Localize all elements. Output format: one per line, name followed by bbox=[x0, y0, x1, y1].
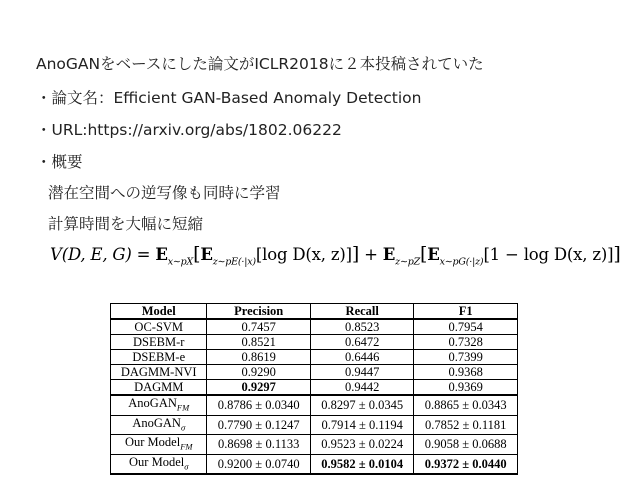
formula-inner1-sub: z∼pE(·|x) bbox=[212, 256, 256, 268]
cell-f1: 0.8865 ± 0.0343 bbox=[414, 395, 518, 415]
header-recall: Recall bbox=[310, 304, 414, 320]
header-f1: F1 bbox=[414, 304, 518, 320]
table-row bbox=[111, 380, 518, 396]
results-table bbox=[110, 303, 518, 475]
table-row bbox=[111, 365, 518, 380]
cell-f1: 0.9368 bbox=[414, 365, 518, 380]
cell-precision: 0.7457 bbox=[207, 319, 311, 335]
formula-inner1-e: E bbox=[200, 245, 213, 264]
cell-recall: 0.6472 bbox=[310, 335, 414, 350]
formula-e2-sub: z∼pZ bbox=[395, 256, 420, 268]
cell-recall: 0.9523 ± 0.0224 bbox=[310, 435, 414, 455]
cell-precision: 0.8619 bbox=[207, 350, 311, 365]
table-row bbox=[111, 350, 518, 365]
bullet-url: ・URL:https://arxiv.org/abs/1802.06222 bbox=[36, 121, 342, 139]
formula-inner2-e: E bbox=[427, 245, 440, 264]
cell-recall: 0.7914 ± 0.1194 bbox=[310, 415, 414, 435]
table-row bbox=[111, 415, 518, 435]
formula-e1: E bbox=[155, 245, 168, 264]
table-row bbox=[111, 335, 518, 350]
model-subscript: σ bbox=[184, 461, 189, 471]
summary-line-2: 計算時間を大幅に短縮 bbox=[48, 215, 204, 233]
formula-inner1-body: [log D(x, z)] bbox=[255, 245, 352, 264]
cell-model bbox=[111, 435, 207, 455]
table-row bbox=[111, 395, 518, 415]
cell-precision: 0.8521 bbox=[207, 335, 311, 350]
cell-model bbox=[111, 454, 207, 474]
header-model: Model bbox=[111, 304, 207, 320]
bullet-paper-title: ・論文名：Efficient GAN-Based Anomaly Detection bbox=[36, 89, 422, 107]
cell-model bbox=[111, 395, 207, 415]
cell-precision: 0.8786 ± 0.0340 bbox=[207, 395, 311, 415]
cell-precision: 0.7790 ± 0.1247 bbox=[207, 415, 311, 435]
formula-e1-sub: x∼pX bbox=[167, 256, 194, 268]
formula-plus: + bbox=[359, 245, 383, 264]
cell-precision: 0.9200 ± 0.0740 bbox=[207, 454, 311, 474]
cell-precision: 0.8698 ± 0.1133 bbox=[207, 435, 311, 455]
model-name: AnoGAN bbox=[128, 396, 177, 410]
cell-precision: 0.9297 bbox=[207, 380, 311, 396]
cell-model: DSEBM-e bbox=[111, 350, 207, 365]
cell-f1: 0.7399 bbox=[414, 350, 518, 365]
summary-line-1: 潜在空間への逆写像も同時に学習 bbox=[48, 184, 281, 202]
objective-formula: V(D, E, $G) = E_{x\sim pX}[E_{z\sim pE(\cdot|x)}[\log$ D(x, $z)]] + E_{z\sim pZ}[E_{x\sim pG(\cdot|z)}[1 - \log D(x$, z)]] bbox=[50, 243, 621, 268]
model-subscript: σ bbox=[180, 422, 186, 432]
table-row bbox=[111, 319, 518, 335]
cell-f1: 0.7852 ± 0.1181 bbox=[414, 415, 518, 435]
cell-model: OC-SVM bbox=[111, 319, 207, 335]
model-name: Our Model bbox=[129, 454, 185, 469]
model-subscript: FM bbox=[176, 402, 190, 413]
cell-f1: 0.7954 bbox=[414, 319, 518, 335]
table-row bbox=[111, 454, 518, 474]
cell-recall: 0.9442 bbox=[310, 380, 414, 396]
cell-model bbox=[111, 415, 207, 435]
formula-inner2-body: [1 − log D(x, z)] bbox=[483, 245, 614, 264]
cell-recall: 0.8523 bbox=[310, 319, 414, 335]
cell-f1: 0.9058 ± 0.0688 bbox=[414, 435, 518, 455]
header-precision: Precision bbox=[207, 304, 311, 320]
cell-f1: 0.9372 ± 0.0440 bbox=[414, 454, 518, 474]
formula-inner2-sub: x∼pG(·|z) bbox=[439, 256, 484, 268]
cell-model: DAGMM bbox=[111, 380, 207, 396]
formula-lhs: V(D, E, G) = bbox=[50, 245, 156, 264]
bullet-summary-heading: ・概要 bbox=[36, 153, 83, 171]
table-row bbox=[111, 435, 518, 455]
cell-recall: 0.9447 bbox=[310, 365, 414, 380]
formula-e2: E bbox=[382, 245, 396, 264]
cell-f1: 0.9369 bbox=[414, 380, 518, 396]
table-header-row bbox=[111, 304, 518, 320]
cell-model: DSEBM-r bbox=[111, 335, 207, 350]
cell-f1: 0.7328 bbox=[414, 335, 518, 350]
cell-model: DAGMM-NVI bbox=[111, 365, 207, 380]
cell-precision: 0.9290 bbox=[207, 365, 311, 380]
cell-recall: 0.6446 bbox=[310, 350, 414, 365]
model-subscript: FM bbox=[180, 441, 193, 452]
intro-text: AnoGANをベースにした論文がICLR2018に２本投稿されていた bbox=[36, 55, 484, 73]
cell-recall: 0.9582 ± 0.0104 bbox=[310, 454, 414, 474]
cell-recall: 0.8297 ± 0.0345 bbox=[310, 395, 414, 415]
model-name: AnoGAN bbox=[132, 415, 181, 430]
model-name: Our Model bbox=[124, 435, 181, 449]
